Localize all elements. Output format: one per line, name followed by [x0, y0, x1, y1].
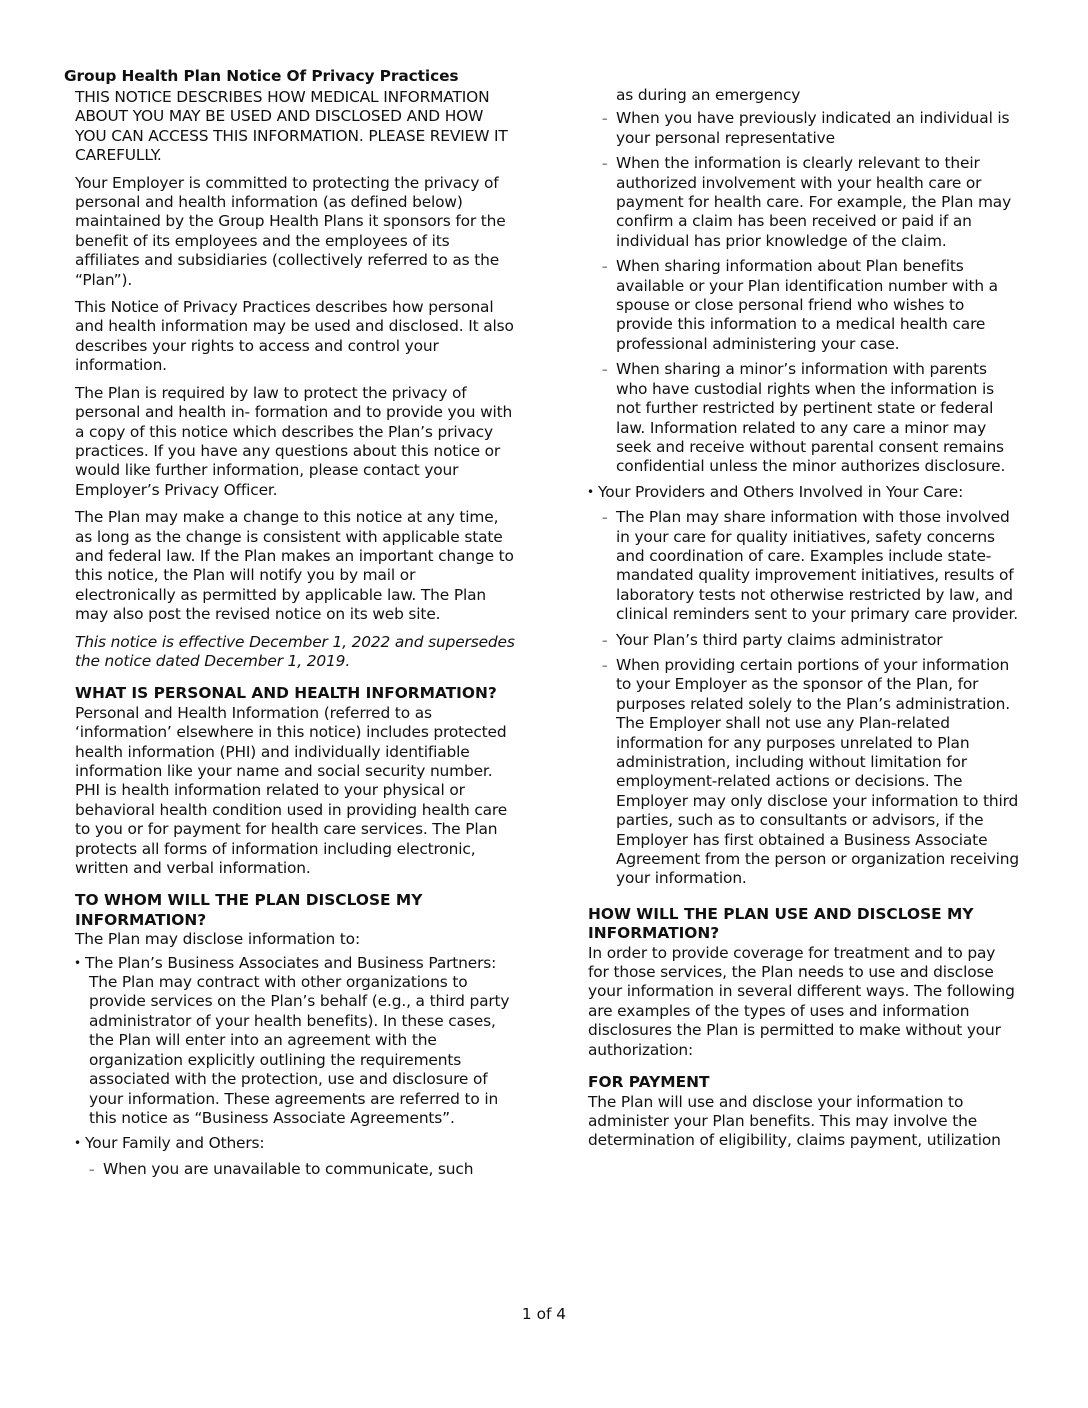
subitem-unavailable: – When you are unavailable to communicate, such — [89, 1160, 515, 1179]
heading-to-whom: TO WHOM WILL THE PLAN DISCLOSE MY INFORMATION? — [75, 891, 423, 929]
subitem-relevant-involvement: – When the information is clearly relevant to their authorized involvement with your health care or payment for health care. For example, the Plan may confirm a claim has been received or paid if an individual has prior knowledge of the claim. — [588, 154, 1020, 251]
heading-what-is-information: WHAT IS PERSONAL AND HEALTH INFORMATION? — [75, 684, 497, 703]
heading-for-payment: FOR PAYMENT — [588, 1073, 710, 1092]
right-column — [588, 86, 1020, 1159]
heading-how-use: HOW WILL THE PLAN USE AND DISCLOSE MY INFORMATION? — [588, 904, 974, 943]
bullet-providers: • Your Providers and Others Involved in Your Care: — [588, 483, 1020, 502]
bullet-business-associates: • The Plan’s Business Associates and Business Partners: — [75, 954, 515, 973]
subitem-minor-information: – When sharing a minor’s information with parents who have custodial rights when the information is not further restricted by pertinent state or federal law. Information related to any care a minor may seek and receive without parental consent remains confidential unless the minor authorizes disclosure. — [588, 360, 1020, 476]
subitem-plan-benefits: – When sharing information about Plan benefits available or your Plan identification number with a spouse or close personal friend who wishes to provide this information to a medical health care professional administering your case. — [588, 257, 1020, 354]
paragraph-requirements: The Plan is required by law to protect the privacy of personal and health in- formation and to provide you with a copy of this notice which describes the Plan’s privacy practices. If you have any questions about this notice or would like further information, please contact your Employer’s Privacy Officer. — [75, 383, 513, 499]
bullet-family-others: • Your Family and Others: — [75, 1134, 515, 1153]
bullet-business-associates-body: The Plan may contract with other organizations to provide services on the Plan’s behalf (e.g., a third party administrator of your health benefits). In these cases, the Plan will enter into an agreement with the organization explicitly outlining the requirements associated with the protection, use and disclosure of your information. These agreements are referred to in this notice as “Business Associate Agreements”. — [89, 973, 510, 1127]
subitem-employer-sponsor: – When providing certain portions of your information to your Employer as the sponsor of the Plan, for purposes related solely to the Plan’s administration. The Employer shall not use any Plan-related information for any purposes unrelated to Plan administration, including without limitation for employment-related actions or decisions. The Employer may only disclose your information to third parties, such as to consultants or advisors, if the Employer has first obtained a Business Associate Agreement from the person or organization receiving your information. — [588, 656, 1020, 889]
paragraph-for-payment: The Plan will use and disclose your information to administer your Plan benefits. This may involve the determination of eligibility, claims payment, utilization — [588, 1092, 1001, 1150]
effective-date: This notice is effective December 1, 2022 and supersedes the notice dated December 1, 2019. — [75, 632, 515, 670]
paragraph-commitment: Your Employer is committed to protecting the privacy of personal and health information (as defined below) maintained by the Group Health Plans it sponsors for the benefit of its employees and the employees of its affiliates and subsidiaries (collectively referred to as the “Plan”). — [75, 173, 506, 289]
page-number: 1 of 4 — [521, 1305, 567, 1323]
subitem-personal-representative: – When you have previously indicated an individual is your personal representative — [588, 109, 1020, 148]
paragraph-changes: The Plan may make a change to this notice at any time, as long as the change is consistent with applicable state and federal law. If the Plan makes an important change to this notice, the Plan will notify you by mail or electronically as permitted by applicable law. The Plan may also post the revised notice on its web site. — [75, 508, 514, 624]
paragraph-to-whom: The Plan may disclose information to: — [75, 930, 360, 949]
subitem-quality-initiatives: – The Plan may share information with those involved in your care for quality initiatives, safety concerns and coordination of care. Examples include state-mandated quality improvement initiatives, results of laboratory tests not otherwise restricted by law, and clinical reminders sent to your primary care provider. — [588, 508, 1020, 624]
paragraph-description: This Notice of Privacy Practices describes how personal and health information may be used and disclosed. It also describes your rights to access and control your information. — [75, 298, 514, 375]
left-column — [75, 66, 515, 1185]
paragraph-what-is-information: Personal and Health Information (referred to as ‘information’ elsewhere in this notice) includes protected health information (PHI) and individually identifiable information like your name and social security number. PHI is health information related to your physical or behavioral health condition used in providing health care to you or for payment for health care services. The Plan protects all forms of information including electronic, written and verbal information. — [75, 703, 508, 878]
subitem-continuation: as during an emergency — [616, 86, 801, 104]
paragraph-how-use: In order to provide coverage for treatment and to pay for those services, the Plan needs to use and disclose your information in several different ways. The following are examples of the types of uses and information disclosures the Plan is permitted to make without your authorization: — [588, 943, 1015, 1059]
document-title: Group Health Plan Notice Of Privacy Practices — [64, 67, 459, 85]
notice-statement: THIS NOTICE DESCRIBES HOW MEDICAL INFORMATION ABOUT YOU MAY BE USED AND DISCLOSED AND HOW YOU CAN ACCESS THIS INFORMATION. PLEASE REVIEW IT CAREFULLY. — [75, 88, 508, 165]
subitem-claims-administrator: – Your Plan’s third party claims administrator — [588, 631, 1020, 650]
